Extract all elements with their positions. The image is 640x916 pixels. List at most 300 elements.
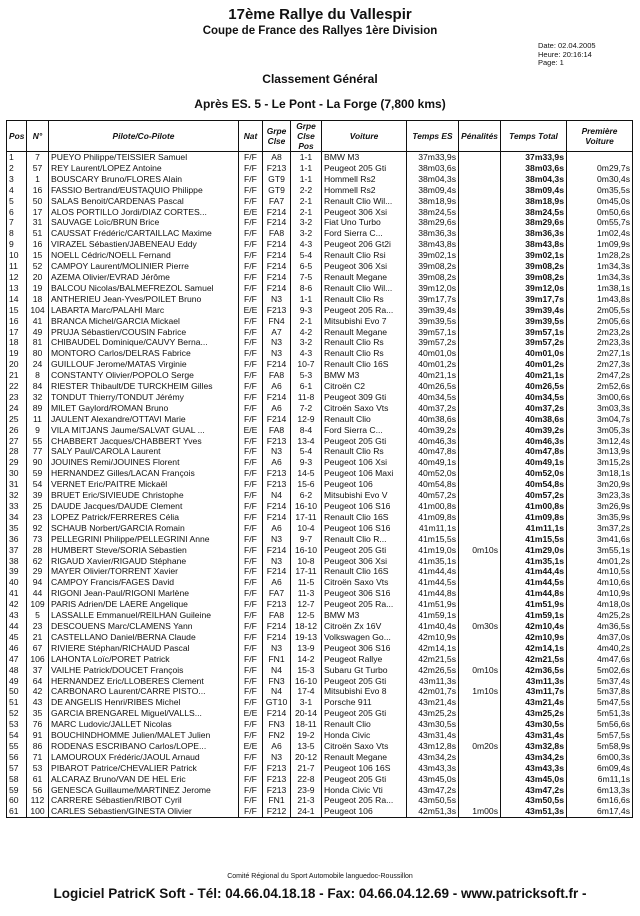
table-row bbox=[7, 785, 633, 796]
cell-group-class: N4 bbox=[263, 665, 291, 676]
cell-temps-es: 41m44,5s bbox=[407, 577, 459, 588]
table-row bbox=[7, 676, 633, 687]
cell-group-class: N3 bbox=[263, 294, 291, 305]
cell-group-class: F213 bbox=[263, 785, 291, 796]
cell-num: 16 bbox=[27, 239, 49, 250]
cell-premiere: 0m30,4s bbox=[567, 174, 633, 185]
cell-pos: 39 bbox=[7, 566, 27, 577]
cell-nat: F/F bbox=[239, 250, 263, 261]
cell-group-pos: 16-10 bbox=[291, 676, 322, 687]
cell-voiture: Renault Clio Rs bbox=[322, 337, 407, 348]
cell-pilote: DE ANGELIS Henri/RIBES Michel bbox=[49, 697, 239, 708]
cell-voiture: Peugeot 306 Xsi bbox=[322, 556, 407, 567]
cell-voiture: Renault Clio Rs bbox=[322, 446, 407, 457]
cell-penalites bbox=[459, 763, 501, 774]
cell-temps-total: 40m26,5s bbox=[501, 381, 567, 392]
cell-pilote: HERNANDEZ Eric/LLOBERES Clement bbox=[49, 676, 239, 687]
cell-group-pos: 5-4 bbox=[291, 250, 322, 261]
cell-voiture: Peugeot 306 S16 bbox=[322, 588, 407, 599]
cell-num: 17 bbox=[27, 207, 49, 218]
cell-pos: 50 bbox=[7, 686, 27, 697]
cell-num: 100 bbox=[27, 806, 49, 817]
cell-premiere: 3m15,2s bbox=[567, 457, 633, 468]
cell-premiere: 4m18,0s bbox=[567, 599, 633, 610]
cell-premiere: 5m57,5s bbox=[567, 730, 633, 741]
cell-group-pos: 10-4 bbox=[291, 523, 322, 534]
cell-group-class: F214 bbox=[263, 283, 291, 294]
cell-num: 55 bbox=[27, 436, 49, 447]
cell-nat: F/F bbox=[239, 359, 263, 370]
cell-premiere: 5m58,9s bbox=[567, 741, 633, 752]
meta-page: Page: 1 bbox=[538, 58, 564, 67]
cell-pos: 38 bbox=[7, 556, 27, 567]
cell-temps-total: 43m50,5s bbox=[501, 795, 567, 806]
cell-temps-es: 40m26,5s bbox=[407, 381, 459, 392]
cell-voiture: Citroën Zx 16V bbox=[322, 621, 407, 632]
cell-pos: 53 bbox=[7, 719, 27, 730]
cell-penalites bbox=[459, 577, 501, 588]
cell-temps-total: 40m46,3s bbox=[501, 436, 567, 447]
table-row bbox=[7, 316, 633, 327]
cell-num: 43 bbox=[27, 697, 49, 708]
cell-temps-total: 43m31,4s bbox=[501, 730, 567, 741]
cell-penalites bbox=[459, 185, 501, 196]
cell-penalites bbox=[459, 697, 501, 708]
cell-pos: 44 bbox=[7, 621, 27, 632]
cell-num: 104 bbox=[27, 305, 49, 316]
cell-group-class: F214 bbox=[263, 632, 291, 643]
cell-pilote: CAMPOY Francis/FAGES David bbox=[49, 577, 239, 588]
cell-premiere: 1m28,2s bbox=[567, 250, 633, 261]
cell-pilote: SAUVAGE Loïc/BRUN Brice bbox=[49, 217, 239, 228]
table-row bbox=[7, 512, 633, 523]
cell-temps-total: 40m49,1s bbox=[501, 457, 567, 468]
cell-group-class: F214 bbox=[263, 250, 291, 261]
cell-num: 90 bbox=[27, 457, 49, 468]
cell-premiere: 2m52,6s bbox=[567, 381, 633, 392]
cell-num: 81 bbox=[27, 337, 49, 348]
cell-group-pos: 4-3 bbox=[291, 239, 322, 250]
cell-temps-es: 39m39,4s bbox=[407, 305, 459, 316]
cell-num: 76 bbox=[27, 719, 49, 730]
cell-temps-total: 43m43,3s bbox=[501, 763, 567, 774]
cell-premiere: 0m45,0s bbox=[567, 196, 633, 207]
cell-pilote: AZEMA Olivier/EVRAD Jérôme bbox=[49, 272, 239, 283]
cell-group-class: F214 bbox=[263, 392, 291, 403]
cell-penalites bbox=[459, 196, 501, 207]
cell-temps-es: 39m12,0s bbox=[407, 283, 459, 294]
cell-temps-total: 39m17,7s bbox=[501, 294, 567, 305]
cell-temps-es: 43m12,8s bbox=[407, 741, 459, 752]
cell-premiere: 0m50,6s bbox=[567, 207, 633, 218]
cell-penalites bbox=[459, 501, 501, 512]
cell-num: 29 bbox=[27, 566, 49, 577]
cell-temps-es: 40m52,0s bbox=[407, 468, 459, 479]
cell-premiere: 5m37,8s bbox=[567, 686, 633, 697]
cell-group-pos: 11-5 bbox=[291, 577, 322, 588]
cell-num: 112 bbox=[27, 795, 49, 806]
cell-group-class: F214 bbox=[263, 545, 291, 556]
cell-premiere: 3m03,3s bbox=[567, 403, 633, 414]
cell-temps-total: 43m30,5s bbox=[501, 719, 567, 730]
cell-premiere: 2m05,5s bbox=[567, 305, 633, 316]
cell-temps-es: 43m30,5s bbox=[407, 719, 459, 730]
table-row bbox=[7, 741, 633, 752]
cell-group-pos: 9-3 bbox=[291, 305, 322, 316]
cell-pos: 10 bbox=[7, 250, 27, 261]
table-row bbox=[7, 665, 633, 676]
cell-penalites bbox=[459, 774, 501, 785]
cell-num: 31 bbox=[27, 217, 49, 228]
cell-voiture: Peugeot 306 S16 bbox=[322, 643, 407, 654]
cell-nat: F/F bbox=[239, 632, 263, 643]
table-row bbox=[7, 327, 633, 338]
cell-group-class: F213 bbox=[263, 763, 291, 774]
cell-num: 23 bbox=[27, 621, 49, 632]
cell-premiere: 3m05,3s bbox=[567, 425, 633, 436]
table-row bbox=[7, 457, 633, 468]
cell-temps-es: 43m31,4s bbox=[407, 730, 459, 741]
cell-nat: F/F bbox=[239, 468, 263, 479]
cell-voiture: Renault Clio Wil... bbox=[322, 196, 407, 207]
cell-num: 15 bbox=[27, 250, 49, 261]
cell-nat: F/F bbox=[239, 381, 263, 392]
cell-nat: F/F bbox=[239, 556, 263, 567]
cell-premiere: 3m37,2s bbox=[567, 523, 633, 534]
cell-nat: F/F bbox=[239, 337, 263, 348]
table-row bbox=[7, 501, 633, 512]
table-row bbox=[7, 774, 633, 785]
cell-pilote: CONSTANTY Olivier/POPOLO Serge bbox=[49, 370, 239, 381]
cell-temps-es: 39m39,5s bbox=[407, 316, 459, 327]
table-row bbox=[7, 305, 633, 316]
cell-voiture: Mitsubishi Evo V bbox=[322, 490, 407, 501]
cell-pos: 60 bbox=[7, 795, 27, 806]
cell-group-class: A6 bbox=[263, 523, 291, 534]
cell-temps-total: 42m36,5s bbox=[501, 665, 567, 676]
cell-pos: 9 bbox=[7, 239, 27, 250]
cell-premiere: 5m51,3s bbox=[567, 708, 633, 719]
cell-temps-total: 40m39,2s bbox=[501, 425, 567, 436]
cell-group-pos: 12-5 bbox=[291, 610, 322, 621]
col-penalites: Pénalités bbox=[459, 121, 501, 152]
table-row bbox=[7, 632, 633, 643]
cell-pilote: SALAS Benoit/CARDENAS Pascal bbox=[49, 196, 239, 207]
cell-premiere: 4m47,6s bbox=[567, 654, 633, 665]
meta-time: Heure: 20:16:14 bbox=[538, 49, 592, 59]
table-row bbox=[7, 730, 633, 741]
cell-voiture: Volkswagen Go... bbox=[322, 632, 407, 643]
cell-group-class: FA8 bbox=[263, 425, 291, 436]
cell-group-pos: 13-4 bbox=[291, 436, 322, 447]
cell-group-class: N3 bbox=[263, 348, 291, 359]
cell-group-class: F214 bbox=[263, 621, 291, 632]
cell-nat: F/F bbox=[239, 621, 263, 632]
cell-premiere: 2m23,3s bbox=[567, 337, 633, 348]
cell-penalites bbox=[459, 588, 501, 599]
cell-voiture: BMW M3 bbox=[322, 152, 407, 163]
cell-voiture: Porsche 911 bbox=[322, 697, 407, 708]
cell-pos: 49 bbox=[7, 676, 27, 687]
cell-premiere: 3m35,9s bbox=[567, 512, 633, 523]
cell-nat: F/F bbox=[239, 490, 263, 501]
cell-penalites bbox=[459, 403, 501, 414]
cell-group-pos: 1-1 bbox=[291, 152, 322, 163]
cell-pilote: GENESCA Guillaume/MARTINEZ Jerome bbox=[49, 785, 239, 796]
cell-nat: F/F bbox=[239, 348, 263, 359]
cell-temps-es: 39m17,7s bbox=[407, 294, 459, 305]
cell-nat: F/F bbox=[239, 457, 263, 468]
cell-pilote: BALCOU Nicolas/BALMEFREZOL Samuel bbox=[49, 283, 239, 294]
table-row bbox=[7, 392, 633, 403]
cell-temps-total: 43m21,4s bbox=[501, 697, 567, 708]
cell-temps-es: 37m33,9s bbox=[407, 152, 459, 163]
cell-voiture: Peugeot 306 Xsi bbox=[322, 207, 407, 218]
cell-premiere: 1m34,3s bbox=[567, 261, 633, 272]
cell-temps-total: 40m54,8s bbox=[501, 479, 567, 490]
cell-premiere: 4m10,6s bbox=[567, 577, 633, 588]
cell-group-class: F214 bbox=[263, 708, 291, 719]
cell-temps-es: 42m26,5s bbox=[407, 665, 459, 676]
cell-voiture: Peugeot 205 Gti bbox=[322, 676, 407, 687]
cell-voiture: Peugeot 205 Gti bbox=[322, 163, 407, 174]
cell-group-class: FN3 bbox=[263, 676, 291, 687]
cell-num: 77 bbox=[27, 446, 49, 457]
cell-group-class: N3 bbox=[263, 446, 291, 457]
cell-premiere: 2m27,1s bbox=[567, 348, 633, 359]
table-row bbox=[7, 283, 633, 294]
table-row bbox=[7, 217, 633, 228]
cell-temps-total: 40m21,1s bbox=[501, 370, 567, 381]
cell-temps-total: 38m04,3s bbox=[501, 174, 567, 185]
table-row bbox=[7, 414, 633, 425]
cell-temps-es: 43m47,2s bbox=[407, 785, 459, 796]
cell-premiere: 2m23,2s bbox=[567, 327, 633, 338]
cell-pilote: BRANCA Michel/GARCIA Mickael bbox=[49, 316, 239, 327]
cell-nat: F/F bbox=[239, 806, 263, 817]
cell-penalites bbox=[459, 163, 501, 174]
cell-group-pos: 17-11 bbox=[291, 566, 322, 577]
cell-pilote: ANTHERIEU Jean-Yves/POILET Bruno bbox=[49, 294, 239, 305]
cell-num: 84 bbox=[27, 381, 49, 392]
cell-temps-es: 43m21,4s bbox=[407, 697, 459, 708]
cell-pilote: VERNET Eric/PAITRE Mickaël bbox=[49, 479, 239, 490]
cell-nat: F/F bbox=[239, 534, 263, 545]
cell-penalites: 0m10s bbox=[459, 665, 501, 676]
table-row bbox=[7, 348, 633, 359]
cell-group-pos: 5-4 bbox=[291, 446, 322, 457]
cell-group-pos: 14-2 bbox=[291, 654, 322, 665]
cell-temps-total: 40m47,8s bbox=[501, 446, 567, 457]
cell-temps-es: 40m21,1s bbox=[407, 370, 459, 381]
cell-group-pos: 11-3 bbox=[291, 588, 322, 599]
cell-num: 73 bbox=[27, 534, 49, 545]
cell-num: 21 bbox=[27, 632, 49, 643]
cell-premiere: 6m00,3s bbox=[567, 752, 633, 763]
table-row bbox=[7, 686, 633, 697]
cell-group-class: F213 bbox=[263, 479, 291, 490]
cell-premiere: 2m47,2s bbox=[567, 370, 633, 381]
cell-premiere: 2m05,6s bbox=[567, 316, 633, 327]
cell-num: 59 bbox=[27, 468, 49, 479]
col-temps-total: Temps Total bbox=[501, 121, 567, 152]
cell-group-pos: 13-5 bbox=[291, 741, 322, 752]
classification-heading: Classement Général bbox=[262, 72, 378, 86]
table-row bbox=[7, 403, 633, 414]
cell-voiture: Peugeot 106 Xsi bbox=[322, 457, 407, 468]
cell-pos: 35 bbox=[7, 523, 27, 534]
cell-penalites bbox=[459, 348, 501, 359]
cell-nat: F/F bbox=[239, 719, 263, 730]
col-pilote: Pilote/Co-Pilote bbox=[49, 121, 239, 152]
cell-penalites bbox=[459, 283, 501, 294]
cell-temps-es: 42m51,3s bbox=[407, 806, 459, 817]
cell-voiture: Peugeot 106 bbox=[322, 479, 407, 490]
cell-temps-es: 43m50,5s bbox=[407, 795, 459, 806]
cell-num: 41 bbox=[27, 316, 49, 327]
cell-temps-es: 41m11,1s bbox=[407, 523, 459, 534]
cell-num: 9 bbox=[27, 425, 49, 436]
cell-nat: F/F bbox=[239, 185, 263, 196]
cell-temps-total: 43m34,2s bbox=[501, 752, 567, 763]
cell-nat: F/F bbox=[239, 228, 263, 239]
cell-temps-total: 39m08,2s bbox=[501, 261, 567, 272]
cell-num: 67 bbox=[27, 643, 49, 654]
cell-temps-es: 39m57,2s bbox=[407, 337, 459, 348]
col-grpe-clse: Grpe Clse bbox=[263, 121, 291, 152]
cell-pilote: PUEYO Philippe/TEISSIER Samuel bbox=[49, 152, 239, 163]
cell-group-pos: 2-1 bbox=[291, 316, 322, 327]
cell-premiere: 4m10,9s bbox=[567, 588, 633, 599]
table-row bbox=[7, 556, 633, 567]
cell-temps-es: 40m46,3s bbox=[407, 436, 459, 447]
cell-num: 50 bbox=[27, 196, 49, 207]
cell-penalites bbox=[459, 556, 501, 567]
cell-pos: 57 bbox=[7, 763, 27, 774]
cell-penalites bbox=[459, 174, 501, 185]
cell-pilote: MONTORO Carlos/DELRAS Fabrice bbox=[49, 348, 239, 359]
col-temps-es: Temps ES bbox=[407, 121, 459, 152]
cell-premiere: 6m11,1s bbox=[567, 774, 633, 785]
cell-temps-total: 41m44,5s bbox=[501, 577, 567, 588]
table-row bbox=[7, 697, 633, 708]
cell-group-class: N3 bbox=[263, 643, 291, 654]
cell-pilote: BOUSCARY Bruno/FLORES Alain bbox=[49, 174, 239, 185]
cell-temps-es: 42m01,7s bbox=[407, 686, 459, 697]
cell-pilote: MILET Gaylord/ROMAN Bruno bbox=[49, 403, 239, 414]
cell-penalites bbox=[459, 457, 501, 468]
table-row bbox=[7, 654, 633, 665]
cell-temps-total: 41m00,8s bbox=[501, 501, 567, 512]
cell-group-pos: 2-2 bbox=[291, 185, 322, 196]
cell-temps-total: 43m11,3s bbox=[501, 676, 567, 687]
cell-group-pos: 3-2 bbox=[291, 337, 322, 348]
cell-pos: 47 bbox=[7, 654, 27, 665]
cell-group-pos: 11-8 bbox=[291, 392, 322, 403]
cell-group-class: N4 bbox=[263, 490, 291, 501]
cell-nat: F/F bbox=[239, 283, 263, 294]
cell-temps-total: 39m12,0s bbox=[501, 283, 567, 294]
cell-temps-es: 42m21,5s bbox=[407, 654, 459, 665]
cell-penalites bbox=[459, 207, 501, 218]
cell-nat: F/F bbox=[239, 403, 263, 414]
cell-voiture: Peugeot Rallye bbox=[322, 654, 407, 665]
cell-penalites bbox=[459, 392, 501, 403]
table-row bbox=[7, 795, 633, 806]
cell-nat: F/F bbox=[239, 152, 263, 163]
cell-temps-total: 39m02,1s bbox=[501, 250, 567, 261]
cell-pilote: LABARTA Marc/PALAHI Marc bbox=[49, 305, 239, 316]
cell-temps-es: 38m36,3s bbox=[407, 228, 459, 239]
cell-penalites bbox=[459, 381, 501, 392]
cell-group-pos: 6-2 bbox=[291, 490, 322, 501]
cell-temps-es: 41m00,8s bbox=[407, 501, 459, 512]
cell-penalites bbox=[459, 523, 501, 534]
cell-group-class: A7 bbox=[263, 327, 291, 338]
cell-penalites bbox=[459, 479, 501, 490]
cell-num: 106 bbox=[27, 654, 49, 665]
cell-pos: 31 bbox=[7, 479, 27, 490]
cell-pos: 55 bbox=[7, 741, 27, 752]
cell-premiere: 4m36,5s bbox=[567, 621, 633, 632]
cell-pilote: JOUINES Remi/JOUINES Florent bbox=[49, 457, 239, 468]
cell-temps-es: 39m08,2s bbox=[407, 261, 459, 272]
cell-premiere: 0m29,7s bbox=[567, 163, 633, 174]
cell-num: 39 bbox=[27, 490, 49, 501]
cell-pos: 2 bbox=[7, 163, 27, 174]
cell-nat: F/F bbox=[239, 752, 263, 763]
cell-premiere: 5m47,5s bbox=[567, 697, 633, 708]
cell-pilote: LAHONTA Loïc/PORET Patrick bbox=[49, 654, 239, 665]
table-row bbox=[7, 708, 633, 719]
document-title: 17ème Rallye du Vallespir bbox=[228, 6, 412, 23]
cell-num: 80 bbox=[27, 348, 49, 359]
cell-temps-total: 37m33,9s bbox=[501, 152, 567, 163]
cell-pos: 23 bbox=[7, 392, 27, 403]
cell-num: 51 bbox=[27, 228, 49, 239]
cell-pos: 16 bbox=[7, 316, 27, 327]
cell-pilote: REY Laurent/LOPEZ Antoine bbox=[49, 163, 239, 174]
cell-group-class: A6 bbox=[263, 577, 291, 588]
col-premiere: Première Voiture bbox=[567, 121, 633, 152]
cell-voiture: Peugeot 106 S16 bbox=[322, 523, 407, 534]
cell-group-pos: 3-2 bbox=[291, 217, 322, 228]
cell-group-pos: 19-13 bbox=[291, 632, 322, 643]
cell-group-pos: 3-1 bbox=[291, 697, 322, 708]
cell-temps-es: 40m01,0s bbox=[407, 348, 459, 359]
cell-group-class: F213 bbox=[263, 468, 291, 479]
cell-voiture: Renault Clio Rs bbox=[322, 294, 407, 305]
cell-voiture: Peugeot 309 Gti bbox=[322, 392, 407, 403]
cell-group-pos: 1-1 bbox=[291, 163, 322, 174]
cell-pilote: PIBAROT Patrice/CHEVALIER Patrick bbox=[49, 763, 239, 774]
cell-group-pos: 10-8 bbox=[291, 556, 322, 567]
cell-temps-total: 38m03,6s bbox=[501, 163, 567, 174]
cell-premiere: 6m17,4s bbox=[567, 806, 633, 817]
cell-pos: 29 bbox=[7, 457, 27, 468]
cell-temps-total: 41m11,1s bbox=[501, 523, 567, 534]
cell-nat: F/F bbox=[239, 196, 263, 207]
cell-premiere: 1m34,3s bbox=[567, 272, 633, 283]
table-row bbox=[7, 359, 633, 370]
cell-pilote: RIVIERE Stéphan/RICHAUD Pascal bbox=[49, 643, 239, 654]
cell-temps-total: 38m24,5s bbox=[501, 207, 567, 218]
cell-voiture: Subaru Gt Turbo bbox=[322, 665, 407, 676]
cell-num: 24 bbox=[27, 359, 49, 370]
cell-group-class: N4 bbox=[263, 686, 291, 697]
cell-premiere: 3m13,9s bbox=[567, 446, 633, 457]
cell-group-class: FA7 bbox=[263, 588, 291, 599]
